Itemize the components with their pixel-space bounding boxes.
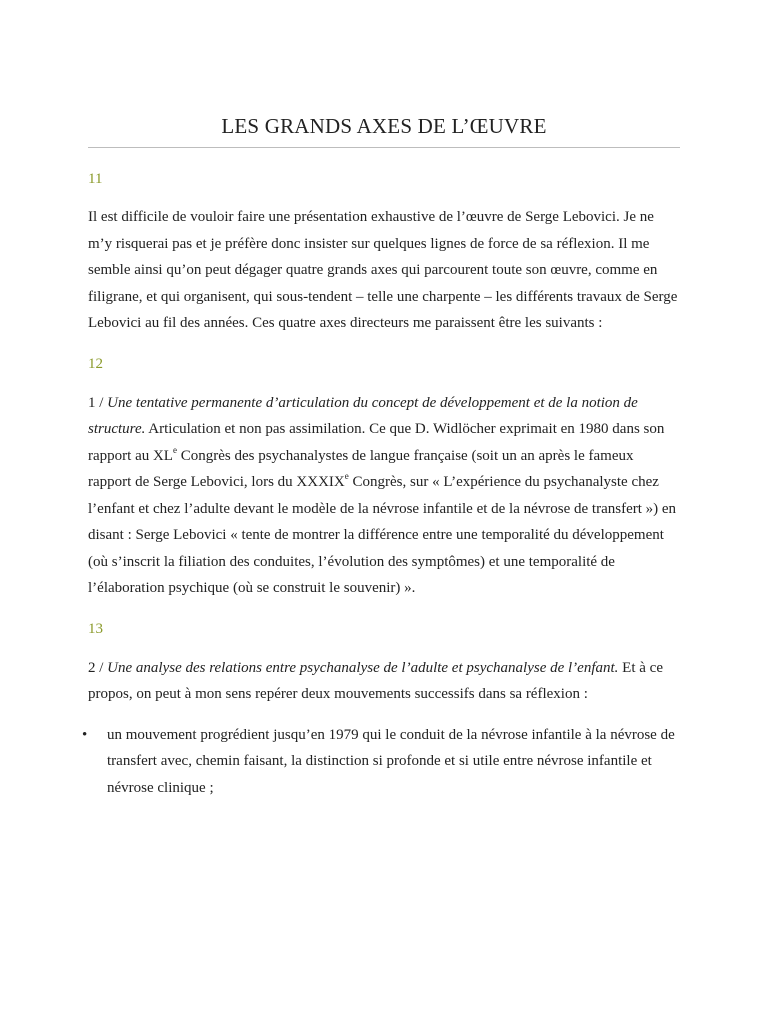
bullet-list <box>82 722 680 802</box>
superscript: e <box>172 444 177 455</box>
paragraph-body <box>88 655 680 708</box>
superscript: e <box>344 471 349 481</box>
paragraph-text: Congrès, sur « L’expérience du psychanalyste chez l’enfant et chez l’adulte devant le modèle de la névrose infantile et de la névrose de transfert ») en disant : Serge Lebovici « tente de montrer la différence entre une temporalité du développement (où s’inscrit la filiation des conduites, l’évolution des symptômes) et une temporalité de l’élaboration psychique (où se construit le souvenir) ». <box>88 474 677 596</box>
bullet-icon: • <box>82 726 88 743</box>
paragraph-text: Articulation et non pas assimilation. Ce que D. Widlöcher exprimait en 1980 dans son rapport au XL <box>88 421 665 464</box>
title-divider <box>88 147 680 148</box>
paragraph-text: Et à ce propos, on peut à mon sens repérer deux mouvements successifs dans sa réflexion : <box>88 659 663 702</box>
list-prefix: 2 / <box>88 659 108 676</box>
paragraph-number: 13 <box>88 620 103 637</box>
axis-heading: Une tentative permanente d’articulation du concept de développement et de la notion de structure. <box>88 394 638 437</box>
bullet-text: un mouvement progrédient jusqu’en 1979 qui le conduit de la névrose infantile à la névrose de transfert avec, chemin faisant, la distinction si profonde et si utile entre névrose infantile et névrose clinique ; <box>107 726 675 796</box>
page-title: LES GRANDS AXES DE L’ŒUVRE <box>221 114 547 138</box>
paragraph-body: Il est difficile de vouloir faire une présentation exhaustive de l’œuvre de Serge Lebovici. Je ne m’y risquerai pas et je préfère donc insister sur quelques lignes de force de sa réflexion. Il me semble ainsi qu’on peut dégager quatre grands axes qui parcourent toute son œuvre, comme en filigrane, et qui organisent, qui sous-tendent – telle une charpente – les différents travaux de Serge Lebovici au fil des années. Ces quatre axes directeurs me paraissent être les suivants : <box>88 209 678 331</box>
list-prefix: 1 / <box>88 394 108 411</box>
axis-heading: Une analyse des relations entre psychanalyse de l’adulte et psychanalyse de l’enfant. <box>107 659 619 676</box>
paragraph-text: Congrès des psychanalystes de langue française (soit un an après le fameux rapport de Serge Lebovici, lors du XXXIX <box>88 447 634 490</box>
list-item <box>82 722 680 802</box>
paragraph-number: 12 <box>88 355 103 372</box>
document-page <box>82 0 680 801</box>
paragraph-body <box>88 390 680 602</box>
paragraph-number: 11 <box>88 171 103 187</box>
